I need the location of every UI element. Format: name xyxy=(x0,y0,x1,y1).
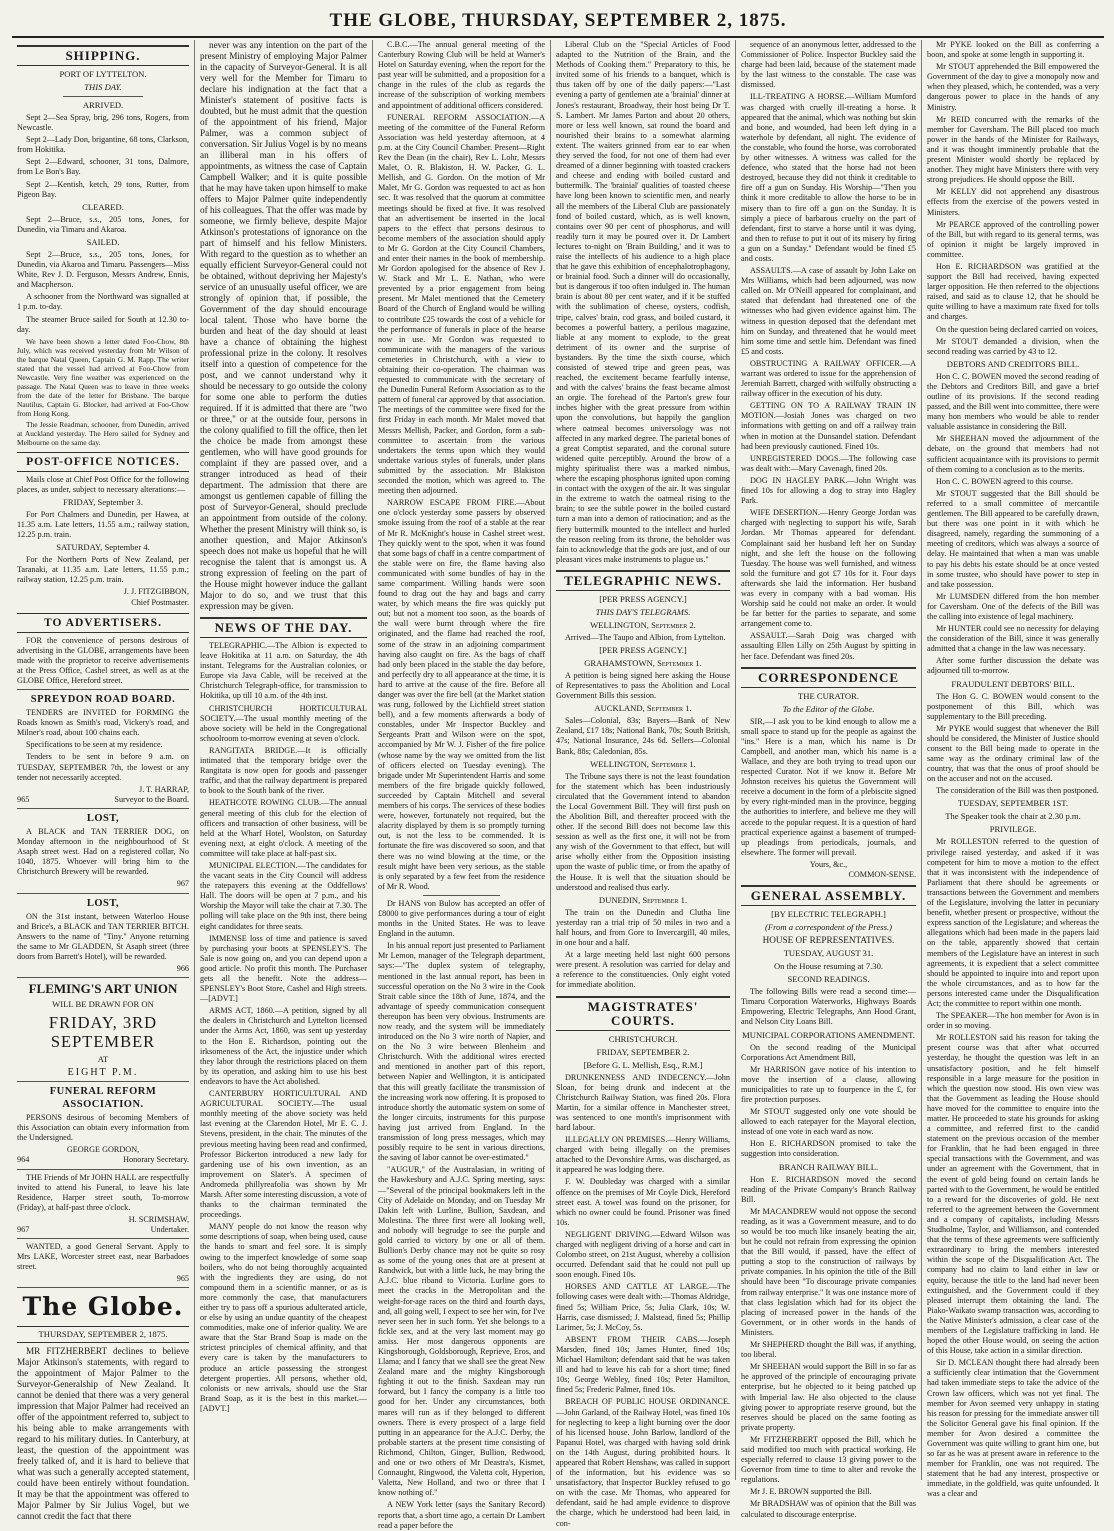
house-name: HOUSE OF REPRESENTATIVES. xyxy=(762,935,895,946)
telegram: A petition is being signed here asking the House of Representatives to pass the Abolition and Local Government Bills this session. xyxy=(556,670,730,701)
funeral-notice-body: THE Friends of Mr JOHN HALL are respectfully invited to attend his Funeral, to leave his late Residence, Harper street south, To-morrow (Friday), at half-past three o'clock. xyxy=(17,1172,189,1212)
postmaster-signature: J. J. FITZGIBBON, xyxy=(123,587,189,597)
column-2 xyxy=(195,40,373,1480)
funeral-association-body: PERSONS desirous of becoming Members of this Association can obtain every information from the Undersigned. xyxy=(17,1113,189,1143)
art-union-line: WILL BE DRAWN FOR ON xyxy=(52,999,154,1010)
assembly-date: TUESDAY, AUGUST 31. xyxy=(783,948,874,959)
port-name: PORT OF LYTTELTON. xyxy=(59,69,147,79)
assembly-section: MUNICIPAL CORPORATIONS AMENDMENT. xyxy=(742,1029,915,1040)
court-place: CHRISTCHURCH. xyxy=(608,1033,678,1044)
leader-article-continued: never was any intention on the part of the present Ministry of employing Major Palmer in the capacity of Surveyor-General. It is all very well for the Member for Timaru to declare his indignation at the fact that a Minister's statement of positive facts is doubted, but he must admit that the question of the appointment of his friend, Major Palmer, was a common subject of conversation. Sir Julius Vogel is by no means an illiberal man in his offers of appointments, as witness the case of Captain Campbell Walker; and it is quite possible that he may have taken upon himself to make offers to Major Palmer quite independently of his colleagues. That the offer was made by someone, we firmly believe, despite Major Atkinson's protestations of ignorance on the part of himself and his fellow Ministers. With regard to the question as to whether an equally efficient Surveyor-General could not be obtained, without depriving her Majesty's service of an unusually useful officer, we are strongly of opinion that, if possible, the Government of the day should encourage local talent. Those who have borne the burden and heat of the day should at least have a chance of obtaining the highest professional prize in the colony. It resolves itself into a question of competence for the post, and we cannot understand why it should be necessary to go outside the colony for some one able to perform the duties required. If it is admitted that there are "two or three," or at the outside four, persons in the colony qualified to fill the office, then let the choice be made from amongst these gentlemen, who will have good grounds for complaint if they are passed over, and a stranger introduced as head of their department. The admission that there are amongst us gentlemen capable of filling the post of Surveyor-General, should preclude an appointment from outside of the colony. Whether the present Ministry will think so, is another question, and Major Atkinson's speech does not make us hopeful that he will recognise the talent that is amongst us. A strong expression of feeling on the part of the House might however induce the gallant Major to do so, and we trust that this expression may be given. xyxy=(200,40,367,611)
telegram: At a large meeting held last night 600 persons were present. A resolution was carried for delay and a reference to the constituencies. Only eight voted for immediate abolition. xyxy=(556,950,730,990)
post-office-body: Mails close at Chief Post Office for the following places, as under, subject to necessary alterations:— xyxy=(17,474,189,494)
telegram-dateline: WELLINGTON, September 2. xyxy=(590,619,696,630)
shipping-note: The Jessie Readman, schooner, from Dunedin, arrived at Auckland yesterday. The Hero sailed for Sydney and Melbourne on the same day. xyxy=(17,419,189,447)
assembly-item: Sir D. MCLEAN thought there had already been a sufficiently clear intimation that the Government had taken immediate steps to take the advice of the Crown law officers, which was not yet final. The member for Avon seemed very unhappy in stating his reason for pressing for the immediate answer till the Solicitor General gave his final opinion. If the member for Avon desired a committee the Government was quite willing to grant him one, but so far as he was at present aware in reference to the member for Franklin, one was not required. The statement that he had any interest, prospective or immediate, in the goldfield, was quite unfounded. It was a clear and xyxy=(927,1358,1099,1499)
column-3 xyxy=(373,40,551,1530)
shipping-note: The steamer Bruce sailed for South at 12.30 to-day. xyxy=(17,314,189,334)
column-5 xyxy=(736,40,922,1519)
assembly-item: Mr REID concurred with the remarks of the member for Caversham. The Bill placed too much power in the hands of the Minister for Railways, and it was thought imminently probable that the present Minister would shortly be replaced by another. They might have Ministers there with very strong prejudices. He should oppose the Bill. xyxy=(927,114,1099,185)
ad-number: 967 xyxy=(17,879,189,893)
correspondence-heading: CORRESPONDENCE xyxy=(741,667,916,688)
court-case: ASSAULTS.—A case of assault by John Lake on Mrs Williams, which had been adjourned, was now called on. Mr O'Neill appeared for complainant, and stated that defendant had threatened one of the witnesses who had given evidence against him. The witness in question deposed that the defendant met him on Sunday, and threatened that he would meet him some time and settle him. Defendant was fined £5 and costs. xyxy=(741,266,916,356)
news-heading: NEWS OF THE DAY. xyxy=(200,617,367,638)
news-item: MANY people do not know the reason why some descriptions of soap, when being used, cause the hands to smart and feel sore. It is simply owing to the imperfect knowledge of some soap boilers, who do not being thoroughly acquainted with the ingredients they are using, do not compound them in a scientific manner, or as is more commonly the case, that manufacturers either try to pass off a spurious adulterated article, or else by using an undue quantity of the cheapest commodities, make one of inferior quality. We are aware that the Star Brand Soap is made on the strictest principles of chemical affinity, and that every care is taken by the manufacturers to produce an article possessing the strongest detergent properties. All persons, whether old, colonists or new arrivals, should use the Star Brand Soap, as it is the best in this market.—[ADVT.] xyxy=(200,1222,367,1413)
letter-body: SIR,—I ask you to be kind enough to allow me a small space to stand up for the people as against the "ins." Here is a man, which his name is Dr Campbell, and another man, which his name is a Wallace, and they are both trying to tread upon our respected Curator. Not if we know it. Before Mr Johnston receives his quietus the Government will receive a document in the form of a plebiscite signed by every right-minded man in the province, begging the authorities to interfere, and believe me they will accede to the popular request. It is a question of hard practical experience against a basement of trumped-up pleadings from periodicals, journals, and elsewhere. The former will prevail. xyxy=(741,716,916,857)
court-case: BREACH OF PUBLIC HOUSE ORDINANCE.—John Garland, of the Railway Hotel, was fined 10s for neglecting to keep a light burning over the door of his licensed house. John Barlow, landlord of the Papanui Hotel, was charged with having sold drink on the 14th August, during prohibited hours. It appeared that Robert Henshaw, was called in support of the information, but his evidence was so unsatisfactory, that Inspector Buckley refused to go on with the case. Mr Thomas, who appeared for defendant, said he had ample evidence to disprove the charge, which he understood had been laid, in con- xyxy=(556,1397,730,1528)
assembly-item: Mr HARRISON gave notice of his intention to move the insertion of a clause, allowing municipalities to rate up to fourpence in the £, for fire protection purposes. xyxy=(741,1064,916,1104)
this-day: THIS DAY. xyxy=(84,82,122,92)
assembly-item: Mr STOUT suggested that the Bill should be referred to a small committee of mercantile gentlemen. The Bill appeared to be carefully drawn, but there was one point in it with which he disagreed, namely, regarding the summoning of a meeting of creditors, which was always a source of delay. He maintained that when a man was unable to pay his debts his estate should be at once vested in some trustee, who should have power to step in and take possession. xyxy=(927,488,1099,589)
court-case: ILL-TREATING A HORSE.—William Mumford was charged with cruelly ill-treating a horse. It appeared that the animal, which was nothing but skin and bone, and wounded, had been left dying in a waterhole by defendant, all night. The evidence of the constable, who found the horse, was corroborated by other witnesses. A witness was called for the defence, who stated that the horse had not been destroyed, because they did not think it creditable to fire off a gun on Sunday. His Worship—"Then you think it more creditable to allow the horse to be in misery than to fire off a gun on the Sunday. It is simply a piece of barbarous cruelty on the part of defendant, first to starve a horse until it was dying, and then to refuse to put it out of its misery by firing a gun on a Sunday." Defendant would be fined £5 and costs. xyxy=(741,92,916,263)
dateline: THURSDAY, SEPTEMBER 2, 1875. xyxy=(17,1326,189,1342)
assembly-item: Mr SHEEHAN would support the Bill in so far as he approved of the principle of encouraging private enterprise, but he objected to it being patched up with Imperial law. He also objected to the clause giving power to appropriate reserve ground, but the reserves should be placed on the same footing as private property. xyxy=(741,1362,916,1432)
funeral-association-footer xyxy=(17,1155,189,1169)
news-item: "AUGUR," of the Australasian, in writing of the Hawkesbury and A.J.C. Spring meeting, says:—"Several of the principal bookmakers left in the City of Adelaide on Monday, and on Tuesday Mr Dakin left with Lurline, Bullion, Saxdean, and Molestina. The three first were all looking well, and nobody will begrudge to see the purple and gold carried to victory by one or all of them. Bullion's Derby chance may not be quite so rosy as some of the young ones that are at present at Randwick, but with a little luck, he may bring the A.J.C. blue riband to Victoria. Lurline goes to meet the cracks in the Metropolitan and the weight-for-age races on the third and fourth days, and, all going well, I expect to see her win, for I've never seen her in such form. Yet she belongs to a fickle sex, and at the very last moment may go amiss. Her most dangerous opponents are Kingsborough, Goldsborough, Reprieve, Eros, and Llama; and I fancy that we shall see the great New Zealand mare and the mighty Kingsborough fighting it out to the finish. Saxdean may run forward, but I fancy the company is a little too good for her. Under any circumstances, both mares will run as if they belonged to different owners. There is every prospect of a large field putting in an appearance for the A.J.C. Derby, the probable starters at the present time consisting of Richmond, Chilton, Ginger, Bullion, Redwood, and one or two others of Mr Deastra's, Kismet, Connaught, Ringwood, the Valetta colt, Hyperion, Valetta, New Holland, and two or three that I know nothing of." xyxy=(378,1165,545,1498)
assembly-item: Hon E. RICHARDSON was gratified at the support the Bill had received, having expected larger opposition. He then referred to the objections raised, and said as to clause 12, that he should be quite willing to have a maximum rate fixed for tolls and charges. xyxy=(927,261,1099,322)
assembly-item: Mr SHEPHERD thought the Bill was, if anything, too liberal. xyxy=(741,1340,916,1360)
assembly-item: The consideration of the Bill was then postponed. xyxy=(936,786,1099,796)
wanted-body: WANTED, a good General Servant. Apply to Mrs LAKE, Worcester street east, near Barbadoes street. xyxy=(17,1242,189,1272)
assembly-resume: The Speaker took the chair at 2.30 p.m. xyxy=(945,811,1081,822)
ad-number: 967 xyxy=(17,1225,30,1234)
assembly-item: Mr FITZHERBERT opposed the Bill, which he said modified too much with practical working. He especially referred to clause 13 giving power to the Governor from time to time to alter and revoke the regulations. xyxy=(741,1434,916,1485)
news-item: NARROW ESCAPE FROM FIRE.—About one o'clock yesterday some passers by observed smoke issuing from the roof of a stable at the rear of Mr R. McKnight's house in Cashel street west. They quickly went to the spot, when it was found that some bags of chaff in a centre compartment of the stable were on fire, the flame having also communicated with some bundles of hay in the same compartment. Willing hands were soon found to drag out the hay and bags and carry water, by which means the fire was quickly put out; but not a moment too soon, as the boards of the wall were burnt through where the fire originated, and the flame had reached the roof, some of the straw in an adjoining compartment having also caught on fire. As the bags of chaff had only been placed in the stable the day before, and perfectly dry to all appearance at the time, it is hard to arrive at the cause of the fire. Before all danger was over the fire bell (at the Market station was rung, followed by the Lichfield street station bell), and a few moments afterwards a body of constables, under Mr Inspector Buckley and Sergeants Pratt and Wilson were on the spot, accompanied by Mr W. J. Fisher of the fire police (whose name by the way we omitted from the list of officers elected on Tuesday evening). The brigade under Mr Superintendent Harris and some members of the fire brigade quickly followed, succeeded by Captain Mitchell and several members of his corps. The services of these bodies were, however, fortunately not required, but the alacrity displayed by them is so promptly turning out, is not the less to be commended. It is fortunate the fire was discovered so soon, and that there was no wind blowing at the time, or the result might have been very serious, as the stable is only separated by a few feet from the residence of Mr R. Wood. xyxy=(378,498,545,891)
arrival-entry: Sept 2—Sea Spray, brig, 296 tons, Rogers, from Newcastle. xyxy=(17,113,189,133)
assembly-item: The SPEAKER—The hon member for Avon is in order in so moving. xyxy=(927,1011,1099,1031)
telegram-dateline: WELLINGTON, September 1. xyxy=(590,758,696,769)
assembly-item: After some further discussion the debate was adjourned till to-morrow. xyxy=(927,656,1099,676)
assembly-item: Mr HUNTER could see no necessity for delaying the consideration of the Bill, since it was generally admitted that a change in the law was necessary. xyxy=(927,624,1099,654)
news-item: CHRISTCHURCH HORTICULTURAL SOCIETY.—The usual monthly meeting of the above society will be held in the Congregational schoolroom to-morrow evening at seven o'clock. xyxy=(200,703,367,743)
art-union-heading: FLEMING'S ART UNION xyxy=(28,981,178,997)
court-before: [Before G. L. Mellish, Esq., R.M.] xyxy=(583,1059,703,1070)
news-item: CANTERBURY HORTICULTURAL AND AGRICULTURAL SOCIETY.—The usual monthly meeting of the above society was held last evening at the Clarendon Hotel, Mr E. C. J. Stevens, president, in the chair. The minutes of the previous meeting having been read and confirmed, Professor Bickerton introduced a new lady for gardening use of his own invention, as an improvement on Slater's. A specimen of Andromeda phillyreafolia was shown by Mr Marsh. After some interesting discussion, a vote of thanks to the chairman terminated the proceedings. xyxy=(200,1089,367,1220)
funeral-notice-footer xyxy=(17,1225,189,1239)
spreydon-footer xyxy=(17,795,189,809)
telegraphic-sub: THIS DAY'S TELEGRAMS. xyxy=(595,606,691,617)
court-date: FRIDAY, SEPTEMBER 2. xyxy=(596,1046,690,1057)
lost-heading: LOST, xyxy=(86,812,120,824)
telegraphic-agency: [PER PRESS AGENCY.] xyxy=(599,644,687,655)
court-case: WIFE DESERTION.—Henry George Jordan was charged with neglecting to support his wife, Sarah Jordan. Mr Thomas appeared for defendant. Complainant said her husband left her on Sunday night, and she left the house on the following Tuesday. The house was well furnished, and witness sold the furniture and got £7 10s for it. Four days afterwards she laid the information. Her husband was every in company with a bad woman. His Worship said he could not make an order. It would be far better for the parties to separate, and some arrangement come to. xyxy=(741,508,916,629)
globe-title: The Globe. xyxy=(22,1292,184,1322)
news-item: RANGITATA BRIDGE.—It is officially intimated that the temporary bridge over the Rangitata is now open for goods and passenger traffic, and that the railway department is prepared to book to the South bank of the river. xyxy=(200,745,367,796)
masthead: THE GLOBE, THURSDAY, SEPTEMBER 2, 1875. xyxy=(12,10,1104,38)
post-office-saturday-body: For the Northern Ports of New Zealand, per Taranaki, at 11.35 a.m. Late letters, 11.55 p.m.; railway station, 12.25 p.m. train. xyxy=(17,555,189,585)
advertisers-heading: TO ADVERTISERS. xyxy=(17,613,189,633)
court-case: DRUNKENNESS AND INDECENCY.—John Sloan, for being drunk and indecent at the Christchurch Railway Station, was fined 20s. Flora Martin, for a similar offence in Manchester street, was sentenced to one month's imprisonment with hard labour. xyxy=(556,1072,730,1132)
assembly-section: BRANCH RAILWAY BILL. xyxy=(778,1161,879,1172)
spreydon-spec: Specifications to be seen at my residence. xyxy=(26,740,163,750)
assembly-item: Mr PYKE would suggest that whenever the Bill should be considered, the Minister of Justice should consent to the Bill being made to operate in the same way as the ordinary criminal law of the country, that was that the onus of proof should be on the accuser and not on the accused. xyxy=(927,723,1099,784)
news-item: IMMENSE loss of time and patience is saved by purchasing your boots at SPENSLEY'S. The Sale is now going on, and you can depend upon a good article. No profit this month. The Purchaser gets all the benefit. Note the address—SPENSLEY's Boot Store, Cashel and High streets.—[ADVT.] xyxy=(200,933,367,1004)
assembly-by: [BY ELECTRIC TELEGRAPH.] xyxy=(771,909,886,920)
assembly-item: Mr ROLLESTON said his reason for taking the present course was that after what occurred yesterday, he thought the question was left in an unsatisfactory position, and he felt himself responsible in a large measure for the position in which the question now stood. His own view was that the Government as leading the House should have moved for the committee to enquire into the matter. He proceeded to state his grounds for asking a committee, and referred first to the candid statement on the previous occasion of the member for Franklin, that he had been engaged in three special transactions with the Government, and was under an agreement with the Government, that in the event of gold being found on certain lands he parted with to the Government, he would be entitled to a reward for the discoveries of gold. He next referred to the agreement between the Government and a company of capitalists, including Messrs Studholme, Taylor, and Williamson, and contended that the terms of these agreements were sufficiently extraordinary to bring the members interested within the scope of the Disqualification Act. The company had no claim to land either in law or equity, because the title to the land had never been extinguished, and the Government could if they pleased interrupt them obtaining the land. The Piako-Waikato swamp transaction was, according to the Native Minister's admission, a clear case of the members of the Legislature trafficking in land. He hoped the other House would, on seeing the action of this House, take action in a similar direction. xyxy=(927,1033,1099,1356)
lost-body: ON the 31st instant, between Waterloo House and Brice's, a BLACK and TAN TERRIER BITCH. Answers to the name of "Tiny." Anyone returning the same to Mr GLADDEN, St Asaph street (three doors from Barrett's Hotel), will be rewarded. xyxy=(17,911,189,961)
art-union-time: EIGHT P.M. xyxy=(17,1067,189,1082)
assembly-item: Hon C. C. BOWEN agreed to this course. xyxy=(936,476,1073,486)
assembly-section: DEBTORS AND CREDITORS BILL. xyxy=(946,358,1080,369)
assembly-item: Mr STOUT demanded a division, when the second reading was carried by 43 to 12. xyxy=(927,336,1099,356)
assembly-item: Mr KELLY did not apprehend any disastrous effects from the exercise of the powers vested in Ministers. xyxy=(927,187,1099,217)
postmaster-title: Chief Postmaster. xyxy=(131,597,189,607)
spreydon-signature: J. T. HARRAP, xyxy=(139,784,189,794)
post-office-friday-body: For Port Chalmers and Dunedin, per Hawea, at 11.35 a.m. Late letters, 11.55 a.m.; railway station, 12.25 p.m. train. xyxy=(17,509,189,540)
letter-signature: COMMON-SENSE. xyxy=(848,870,916,880)
spreydon-heading: SPREYDON ROAD BOARD. xyxy=(30,694,176,706)
sailed-label: SAILED. xyxy=(86,236,120,247)
assembly-item: Mr SHEEHAN moved the adjournment of the debate, on the ground that members had not sufficient acquaintance with its provisions to permit of them coming to a conclusion as to the merits. xyxy=(927,434,1099,474)
art-union-at: AT xyxy=(97,1054,109,1065)
assembly-item: On the question being declared carried on voices, xyxy=(936,324,1098,334)
magistrates-heading: MAGISTRATES' COURTS. xyxy=(556,996,730,1031)
lost-body: A BLACK and TAN TERRIER DOG, on Monday afternoon in the neighbourhood of St Asaph street west. Had on a registered collar, No 1040, 1875. Whoever will bring him to the Christchurch Brewery will be rewarded. xyxy=(17,826,189,877)
court-case: NEGLIGENT DRIVING.—Edward Wilson was charged with negligent driving of a horse and cart in Colombo street, on 21st August, whereby a collision occurred. Defendant said that he could not pull up soon enough. Fined 10s. xyxy=(556,1229,730,1280)
news-item: HEATHCOTE ROWING CLUB.—The annual general meeting of this club for the election of officers and transaction of other business, will be held at the Wharf Hotel, Woolston, on Saturday evening next, at eight o'clock. A meeting of the committee will take place at half-past six. xyxy=(200,798,367,858)
court-case: GETTING ON TO A RAILWAY TRAIN IN MOTION.—Josiah Jones was charged on two informations with getting on and off a railway train when in motion at the Dunsandel station. Defendant had been previously cautioned. Fined 10s. xyxy=(741,401,916,451)
news-item: TELEGRAPHIC.—The Albion is expected to leave Hokitika at 11 a.m. on Saturday, the 4th instant. Telegrams for the Australian colonies, or Europe via Java Cable, will be received at the Christchurch Telegraph-office, for transmission to Hokitika, up till 10 a.m. of the 4th inst. xyxy=(200,641,367,701)
funeral-association-heading: FUNERAL REFORM ASSOCIATION. xyxy=(49,1086,157,1111)
telegraphic-agency: [PER PRESS AGENCY.] xyxy=(599,593,687,604)
court-case: DOG IN HAGLEY PARK.—John Wright was fined 10s for allowing a dog to stray into Hagley Park. xyxy=(741,475,916,506)
assembly-item: Hon E. RICHARDSON promised to take the suggestion into consideration. xyxy=(741,1139,916,1159)
arrived-label: ARRIVED. xyxy=(82,100,124,110)
telegram: The train on the Dunedin and Clutha line yesterday ran a trial trip of 50 miles in two and a half hours, and from Gore to Invercargill, 40 miles, in one hour and a half. xyxy=(556,907,730,948)
court-case: sequence of an anonymous letter, addressed to the Commissioner of Police. Inspector Buckley said the charge had been laid, because of the statement made by the last witness to the constable. The case was dismissed. xyxy=(741,40,916,90)
news-item: Liberal Club on the "Special Articles of Food adapted to the Nutrition of the Brain, and the Methods of Cooking them." Preparatory to this, he invited some of his friends to a banquet, which is thus taken off by one of the daily papers:—"Last evening a party of gentlemen ate a 'brainial' dinner at Jones's restaurant, Broadway, their host being Dr T. S. Lambert. Mr James Parton and about 20 others, more or less well known, sat round the board and nourished their brains to a somewhat alarming extent. The waiters grinned from ear to ear when they served the food, for not one of them had ever dreamed of a dinner beginning with toasted crackers and cheese and ending with boiled custard and buttermilk. The 'brainial' qualities of toasted cheese have long been known to scientific men, and nearly all the members of the Liberal Club are passionately fond of boiled custard, which, as is well known, contains over 90 per cent of phosphorus, and will readily turn it may be poured over it. Dr Lambert lectures to-night on 'Brain Building,' and it was to raise the intellects of his audience to a high place that he gave this exhibition of encephalotrophagony, or brainial food. Such a dinner will do occasionally, but is dangerous if too often indulged in. The human brain is about 80 per cent water, and if it be stuffed with the sublimation of cheese, oysters, codfish, tripe, calves' brain, cod grass, and boiled custard, it becomes a powerful battery, a perilous magazine, liable at any moment to explode, to the great detriment of its owner and the surprise of bystanders. By the time the sixth course, which consisted of stewed tripe and green peas, was reached, the excitement became fearfully intense, and with the calves' brains the feast became almost an orgie. The forehead of the Parton's grew four inches higher with the great pressure from within upon the convolutions, but happily the ganglion where oatmeal becomes universology was not affected in any marked degree. The parietal bones of a great Comptist separated, and the coronal suture widened quite perceptibly. Around the brow of a mighty spiritualist there was a marked nimbus, where the escaping phosphorus ignited upon coming in contact with the oxygen of the air. It was singular in the extreme to watch the oatmeal rising to the brain; to see the subtle power in the boiled custard turn a man into a demon of ratiocination; and as the fiery buttermilk mounted to the intellect and hurled the reason reeling from its throne, the beholder was fain to acknowledge that the gods are just, and of our pleasant vices make instruments to plague us." xyxy=(556,40,730,564)
arrival-entry: Sept 2—Kentish, ketch, 29 tons, Rutter, from Pigeon Bay. xyxy=(17,179,189,199)
column-6 xyxy=(922,40,1104,1499)
assembly-item: Mr PEARCE approved of the controlling power of the Bill, but with regard to its general terms, was of opinion it might be largely improved in committee. xyxy=(927,219,1099,259)
funeral-association-title: Honorary Secretary. xyxy=(123,1155,189,1165)
spreydon-body: TENDERS are INVITED for FORMING the Roads known as Smith's road, Vickery's road, and Milner's road, about 100 chains each. xyxy=(17,708,189,738)
assembly-item: Mr LUMSDEN differed from the hon member for Caversham. One of the defects of the Bill was the calling into existence of legal machinery. xyxy=(927,591,1099,621)
court-case: UNREGISTERED DOGS.—The following case was dealt with:—Mary Cavenagh, fined 20s. xyxy=(741,453,916,473)
news-item: A NEW York letter (says the Sanitary Record) reports that, a short time ago, a certain Dr Lambert read a paper before the xyxy=(378,1500,545,1530)
cleared-label: CLEARED. xyxy=(82,201,124,212)
lost-heading: LOST, xyxy=(86,897,120,909)
post-office-heading: POST-OFFICE NOTICES. xyxy=(17,452,189,472)
post-office-friday: FRIDAY, September 3. xyxy=(63,496,143,507)
column-1 xyxy=(12,40,195,1521)
cleared-entry: Sept 2—Bruce, s.s., 205 tons, Jones, for Dunedin, via Timaru and Akaroa. xyxy=(17,214,189,234)
telegram-dateline: DUNEDIN, September 1. xyxy=(598,894,688,905)
divider xyxy=(63,96,142,97)
ad-number: 964 xyxy=(17,1155,30,1165)
undertaker-title: Undertaker. xyxy=(150,1225,189,1234)
news-item: ARMS ACT, 1860.—A petition, signed by all the dealers in Christchurch and Lyttelton licensed under the Arms Act, 1860, was sent up yesterday to the Hon E. Richardson, pointing out the irksomeness of the Act, the injustice under which they labor through the restrictions placed on them by its operation, and asking him to use his best endeavors to have the Act abolished. xyxy=(200,1006,367,1086)
telegram: The Tribune says there is not the least foundation for the statement which has been industriously circulated that the Government intend to abandon the Local Government Bill. They will first push on the Abolition Bill, and thereafter proceed with the other. If the second Bill does not become law this session as well as the first one, it will not be from any wish of the Government to that effect, but will arise wholly either from the Opposition insisting upon the waste of public time, or from the apathy of the House. It is well that the situation should be understood and realised thus early. xyxy=(556,771,730,892)
assembly-resume: On the House resuming at 7.30. xyxy=(773,961,884,972)
divider xyxy=(423,895,500,896)
letter-salutation: To the Editor of the Globe. xyxy=(782,703,875,714)
sailed-entry: Sept 2—Bruce, s.s., 205 tons, Jones, for Dunedin, via Akaroa and Timaru. Passengers—Miss White, Rev J. D. Ferguson, Messrs Andrew, Ennis, and Macpherson. xyxy=(17,249,189,290)
news-item: FUNERAL REFORM ASSOCIATION.—A meeting of the committee of the Funeral Reform Association was held yesterday afternoon, at 4 p.m. at the City Council Chamber. Present—Right Rev the Dean (in the chair), Rev L. Lohr, Messrs Malet, O. R. Blakiston, H. W. Packer, G. L. Mellish, and G. Gordon. On the motion of Mr Malet, Mr G. Gordon was requested to act as hon sec. It was resolved that the quorum at committee meetings should be fixed at five. It was resolved that an advertisement be inserted in the local papers to the effect that persons desirous to become members of the association should apply to Mr G. Gordon at the City Council Chambers, and enter their names in the book of membership. Mr Gordon apologised for the absence of Rev J. W. Stack and Mr L. E. Nathan, who were prevented by a prior engagement from being present. Mr Malet mentioned that the Cemetery Board of the Church of England would be willing to contribute £25 towards the cost of a vehicle for the performance of funerals in place of the hearse now in use. Mr Gordon was requested to communicate with the managers of the various cemeteries in Christchurch, with a view to obtaining their co-operation. The chairman was requested to communicate with the secretary of the Dunedin Funeral Reform Association as to the pattern of funeral car approved by that association. The meetings of the committee were fixed for the first Friday in each month. Mr Malet moved that Messrs Mellish, Packer, and Gordon, form a sub-committee to ascertain from the various undertakers the terms upon which they would undertake various styles of funerals, under plans submitted by the association. Mr Blakiston seconded the motion, which was agreed to. The meeting then adjourned. xyxy=(378,112,545,496)
shipping-note: A schooner from the Northward was signalled at 1 p.m. to-day. xyxy=(17,292,189,312)
court-case: F. W. Doubleday was charged with a similar offence on the premises of Mr Coyle Dick, Hereford street east. A towel was found on the prisoner, for which no owner could be found. Prisoner was fined 10s. xyxy=(556,1177,730,1227)
assembly-item: Mr MACANDREW would not oppose the second reading, as it was a Government measure, and to do so would be too much like insanely beating the air, but he could not refrain from expressing the opinion that the Bill would, if passed, have the effect of putting a stop to the construction of railways by private companies. In his opinion the title of the Bill should have been "To discourage private companies from railway enterprise." It was one instance more of that class legislation which had for its object the placing of increased power in the hands of the Government, or in other words in the hands of Ministers. xyxy=(741,1206,916,1337)
assembly-item: Mr ROLLESTON referred to the question of privilege raised yesterday, and asked if it was competent for him to move a motion to the effect that it was inconsistent with the independence of Parliament that there should be agreements or transactions between the Government and members of the Legislature, involving the latter in pecuniary benefit, whether present or prospective, without the express sanction of the Legislature; and whereas the allegations which had been made in the papers laid on the table, apparently showed that certain members of the Legislature have an interest in such agreements, it is expedient that a select committee should be appointed to inquire into and report upon the whole circumstances, and as to how far the persons interested came under the Disqualification Act; the committee to report within one month. xyxy=(927,837,1099,1008)
column-4 xyxy=(551,40,736,1528)
assembly-date: TUESDAY, SEPTEMBER 1ST. xyxy=(957,798,1069,809)
assembly-section: FRAUDULENT DEBTORS' BILL. xyxy=(951,678,1075,689)
arrival-entry: Sept 2—Edward, schooner, 31 tons, Dalmore, from Le Bon's Bay. xyxy=(17,157,189,177)
telegram-dateline: AUCKLAND, September 1. xyxy=(594,703,692,714)
telegram: Arrived—The Taupo and Albion, from Lyttelton. xyxy=(565,632,726,642)
arrival-entry: Sept 2—Lady Don, brigantine, 68 tons, Clarkson, from Hokitika. xyxy=(17,135,189,155)
assembly-heading: GENERAL ASSEMBLY. xyxy=(741,885,916,906)
news-item: C.B.C.—The annual general meeting of the Canterbury Rowing Club will be held at Warner's Hotel on Saturday evening, when the report for the past year will be submitted, and a proposition for a change in the rules of the club as regards the increase of the subscription of working members and appointment of additional officers considered. xyxy=(378,40,545,110)
assembly-item: Hon C. C. BOWEN moved the second reading of the Debtors and Creditors Bill, and gave a brief outline of its provisions. If the second reading passed, and the Bill went into committee, there were many hon members who would be able to render valuable assistance in considering the Bill. xyxy=(927,371,1099,432)
shipping-note: We have been shown a letter dated Foo-Chow, 8th July, which was received yesterday from Mr Wilson of the barque Natal Queen, Captain G. M. Rapp. The writer stated that the vessel had arrived at Foo-Chow from Newcastle. Very fine weather was experienced on the passage. The Natal Queen was to leave in three weeks from the date of the letter for Brisbane. The barque Nautilus, Captain G. Blocker, had arrived at Foo-Chow from Hong Kong. xyxy=(17,336,189,418)
assembly-item: Hon E. RICHARDSON moved the second reading of the Private Company's Branch Railway Bill. xyxy=(741,1174,916,1204)
assembly-item: Mr BRADSHAW was of opinion that the Bill was calculated to discourage enterprise. xyxy=(741,1499,916,1519)
assembly-item: The Hon G. C. BOWEN would consent to the postponement of this Bill, which was supplementary to the Bill preceding. xyxy=(927,691,1099,721)
columns xyxy=(12,40,1104,1530)
advertisers-body: FOR the convenience of persons desirous of advertising in the GLOBE, arrangements have been made with the proprietor to receive advertisements at the Press Office, Cashel street, as well as at the GLOBE Office, Hereford street. xyxy=(17,636,189,690)
telegram: Sales—Colonial, 83s; Bayers—Bank of New Zealand, £17 18s; National Bank, 70s; South British, 47s; National Insurance, 24s 6d. Sellers—Colonial Bank, 88s; Caledonian, 85s. xyxy=(556,716,730,756)
ad-number: 966 xyxy=(17,964,189,978)
telegram-dateline: GRAHAMSTOWN, September 1. xyxy=(584,657,702,668)
assembly-from: (From a correspondent of the Press.) xyxy=(765,922,892,933)
assembly-item: Mr STOUT apprehended the Bill empowered the Government of the day to give a monopoly now and when they pleased, which, he contended, was a very dangerous power to place in the hands of any Ministry. xyxy=(927,62,1099,112)
undertaker-signature: H. SCRIMSHAW, xyxy=(128,1214,189,1224)
court-case: ABSENT FROM THEIR CABS.—Joseph Marsden, fined 10s; James Hunter, fined 10s; Michael Hamilton; defendant said that he was taken ill and had to leave his cab for a short time; fined 10s; George Webley, fined 10s; Peter Hamilton, fined 5s; Frederic Palmer, fined 10s. xyxy=(556,1334,730,1395)
news-item: Dr HANS von Bulow has accepted an offer of £8000 to give performances during a tour of eight months in the United States. He was to leave England in the autumn. xyxy=(378,898,545,939)
court-case: HORSES AND CATTLE AT LARGE.—The following cases were dealt with:—Thomas Aldridge, fined 5s; William Price, 5s; Julia Clark, 10s; W. Harris, case dismissed; J. Malstead, fined 5s; Phillip Larimer, 5s; J. McCoy, 5s. xyxy=(556,1282,730,1332)
post-office-saturday: SATURDAY, September 4. xyxy=(56,542,150,553)
court-case: ASSAULT.—Sarah Doig was charged with assaulting Ellen Lilly on 25th August by spitting in her face. Defendant was fined 20s. xyxy=(741,631,916,661)
assembly-item: The following Bills were read a second time:—Timaru Corporation Waterworks, Highways Boards Empowering, Electric Telegraphs, Ann Hood Grant, and Nelson City Loans Bill. xyxy=(741,987,916,1027)
spreydon-tenders: Tenders to be sent in before 9 a.m. on TUESDAY, SEPTEMBER 7th, the lowest or any tender not necessarily accepted. xyxy=(17,752,189,782)
leader-article: MR FITZHERBERT declines to believe Major Atkinson's statements, with regard to the appointment of Major Palmer to the Surveyor-Generalship of New Zealand. It cannot be denied that there was a very general impression that Major Palmer had received an offer of the appointment referred to, subject to his being able to make arrangements with regard to his military duties. In Canterbury, at least, the question of the appointment was freely talked of, and it is hard to believe that what was such a generally accepted statement, could have been entirely without foundation. It may be that the appointment was offered to Major Palmer by Sir Julius Vogel, but we cannot credit the fact that there xyxy=(17,1345,189,1521)
shipping-heading: SHIPPING. xyxy=(17,45,189,66)
assembly-section: PRIVILEGE. xyxy=(989,824,1037,835)
assembly-item: Mr STOUT suggested only one vote should be allowed to each ratepayer for the Mayoral election, instead of one vote in each ward as now. xyxy=(741,1107,916,1137)
court-case: ILLEGALLY ON PREMISES.—Henry Williams, charged with being illegally on the premises attached to the Devonshire Arms, was discharged, as it appeared he was lodging there. xyxy=(556,1135,730,1175)
ad-number: 965 xyxy=(17,794,30,804)
ad-number: 965 xyxy=(17,1274,189,1288)
art-union-date: FRIDAY, 3RD SEPTEMBER xyxy=(48,1013,158,1052)
telegraphic-heading: TELEGRAPHIC NEWS. xyxy=(556,570,730,591)
spreydon-title: Surveyor to the Board. xyxy=(114,794,189,804)
assembly-section: SECOND READINGS. xyxy=(787,974,870,985)
news-item: In his annual report just presented to Parliament Mr Lemon, manager of the Telegraph department, says:—"The duplex system of telegraphy, mentioned in the last annual report, has been in successful operation on the No 3 wire in the Cook Strait cable since the 18th of June, 1874, and the advantage of speedy communication consequent thereupon has been very obvious. Instruments are now ready, and the system will be immediately introduced on the No 3 wire north of Napier, and on the No 3 wire between Blenheim and Christchurch. With the additional wires erected and mentioned in another part of this report, between Napier and Wellington, it is anticipated that this will greatly facilitate the transmission of the increasing work now offering. It is proposed to introduce shortly the automatic system on some of the longer circuits, instruments for this purpose having just arrived from England. In the transmission of long press messages, which may possibly require to be sent in various directions, the saving of labor cannot be over-estimated." xyxy=(378,941,545,1163)
court-case: OBSTRUCTING A RAILWAY OFFICER.—A warrant was ordered to issue for the apprehension of Jeremiah Barrett, charged with wilfully obstructing a railway officer in the execution of his duty. xyxy=(741,358,916,399)
news-item: MUNICIPAL ELECTION.—The candidates for the vacant seats in the City Council will address the ratepayers this evening at the Oddfellows' Hall. The doors will be open at 7 p.m., and his Worship the Mayor will take the chair at 7.30. The polling will take place on the 9th inst, there being eight candidates for three seats. xyxy=(200,860,367,931)
assembly-item: Mr PYKE looked on the Bill as conferring a boon, and spoke at some length in supporting it. xyxy=(927,40,1099,60)
letter-close: Yours, &c., xyxy=(809,859,848,869)
assembly-item: On the second reading of the Municipal Corporations Act Amendment Bill, xyxy=(741,1042,916,1062)
letter-title: THE CURATOR. xyxy=(798,690,859,701)
assembly-item: Mr J. E. BROWN supported the Bill. xyxy=(750,1487,872,1497)
funeral-association-signature: GEORGE GORDON, xyxy=(66,1145,140,1155)
